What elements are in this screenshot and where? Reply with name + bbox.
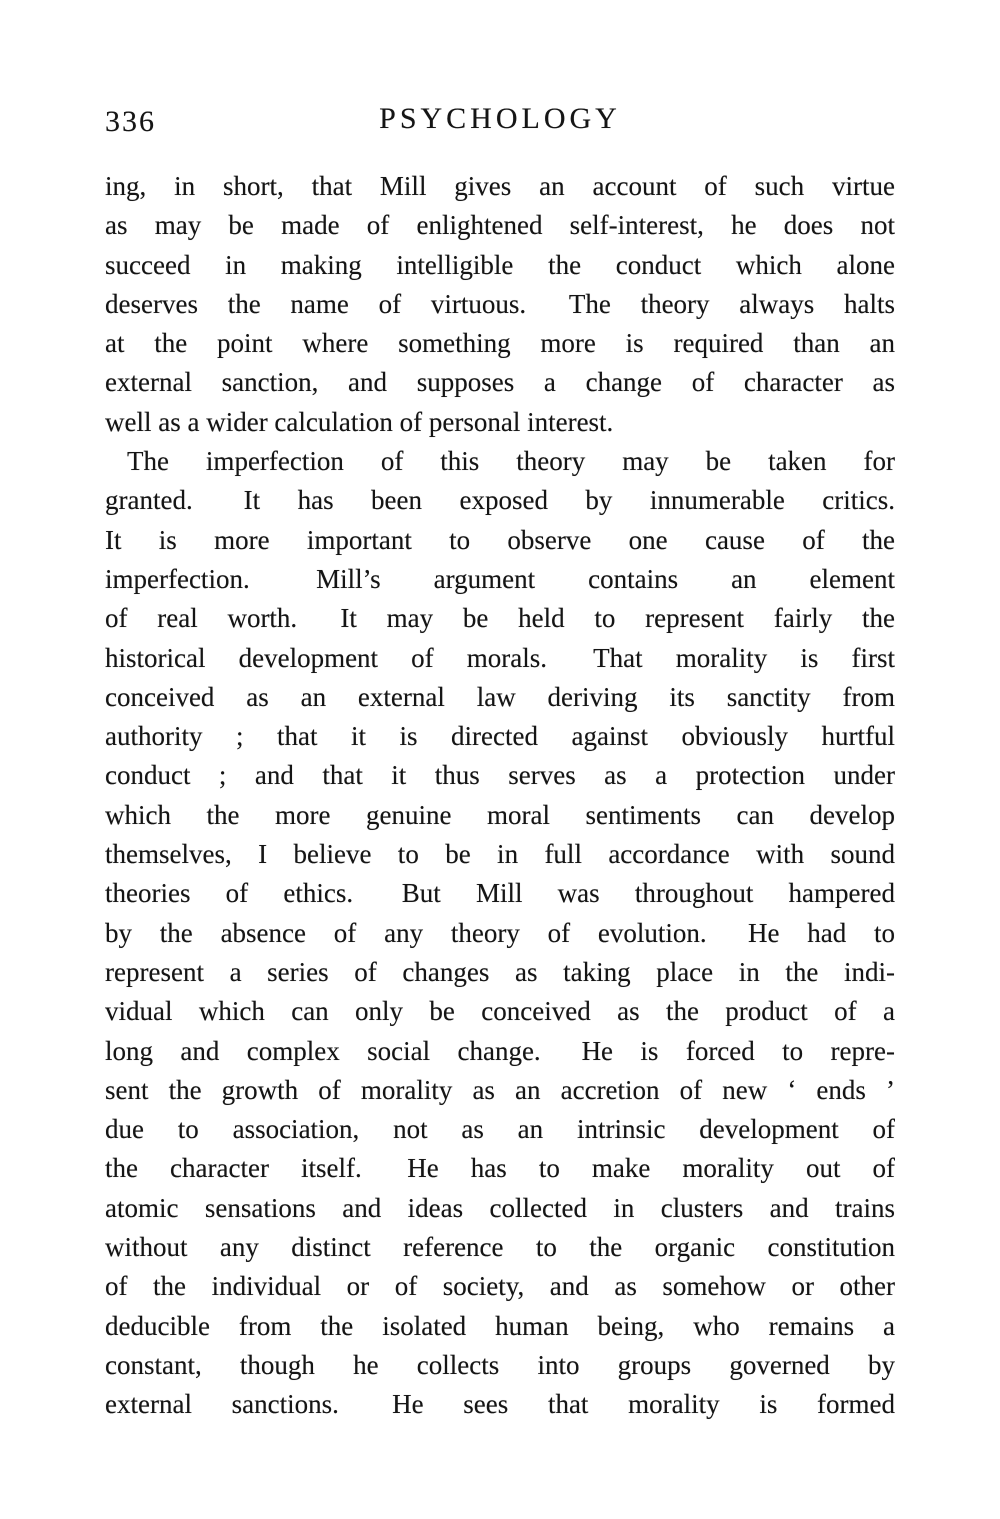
text-line: well as a wider calculation of personal interest. bbox=[105, 406, 614, 437]
text-line: at the point where something more is required than an bbox=[105, 328, 895, 359]
text-line: by the absence of any theory of evolution. He had to bbox=[105, 917, 895, 948]
text-line: authority ; that it is directed against obviously hurtful bbox=[105, 721, 895, 752]
text-line: external sanction, and supposes a change of character as bbox=[105, 367, 895, 398]
text-line: as may be made of enlightened self-interest, he does not bbox=[105, 210, 895, 241]
text-line: external sanctions. He sees that morality is formed bbox=[105, 1389, 895, 1420]
text-line: It is more important to observe one cause of the bbox=[105, 524, 895, 555]
paragraph bbox=[105, 167, 895, 442]
text-line: of real worth. It may be held to represent fairly the bbox=[105, 603, 895, 634]
text-line: historical development of morals. That morality is first bbox=[105, 642, 895, 673]
text-line: succeed in making intelligible the conduct which alone bbox=[105, 249, 895, 280]
text-line: represent a series of changes as taking place in the indi- bbox=[105, 956, 895, 987]
text-line: deducible from the isolated human being, who remains a bbox=[105, 1310, 895, 1341]
text-line: theories of ethics. But Mill was throughout hampered bbox=[105, 878, 895, 909]
text-line: of the individual or of society, and as somehow or other bbox=[105, 1271, 895, 1302]
paragraph bbox=[105, 442, 895, 1424]
text-line: which the more genuine moral sentiments can develop bbox=[105, 799, 895, 830]
page-header bbox=[105, 102, 895, 144]
text-line: without any distinct reference to the organic constitution bbox=[105, 1232, 895, 1263]
page-number: 336 bbox=[105, 105, 156, 138]
text-line: imperfection. Mill’s argument contains an element bbox=[105, 563, 895, 594]
text-line: sent the growth of morality as an accretion of new ‘ ends ’ bbox=[105, 1074, 895, 1105]
text-line: vidual which can only be conceived as the product of a bbox=[105, 996, 895, 1027]
text-line: granted. It has been exposed by innumerable critics. bbox=[105, 485, 895, 516]
running-header-title: PSYCHOLOGY bbox=[379, 102, 621, 135]
text-line: due to association, not as an intrinsic development of bbox=[105, 1114, 895, 1145]
text-line: themselves, I believe to be in full accordance with sound bbox=[105, 839, 895, 870]
text-line: conceived as an external law deriving its sanctity from bbox=[105, 681, 895, 712]
text-line: ing, in short, that Mill gives an account of such virtue bbox=[105, 171, 895, 201]
text-line: conduct ; and that it thus serves as a protection under bbox=[105, 760, 895, 791]
text-line: deserves the name of virtuous. The theory always halts bbox=[105, 288, 895, 319]
text-line: atomic sensations and ideas collected in clusters and trains bbox=[105, 1192, 895, 1223]
text-line: long and complex social change. He is forced to repre- bbox=[105, 1035, 895, 1066]
page-text bbox=[105, 167, 895, 1425]
text-line: constant, though he collects into groups governed by bbox=[105, 1349, 895, 1380]
text-line: the character itself. He has to make morality out of bbox=[105, 1153, 895, 1184]
text-line: The imperfection of this theory may be taken for bbox=[127, 446, 895, 477]
